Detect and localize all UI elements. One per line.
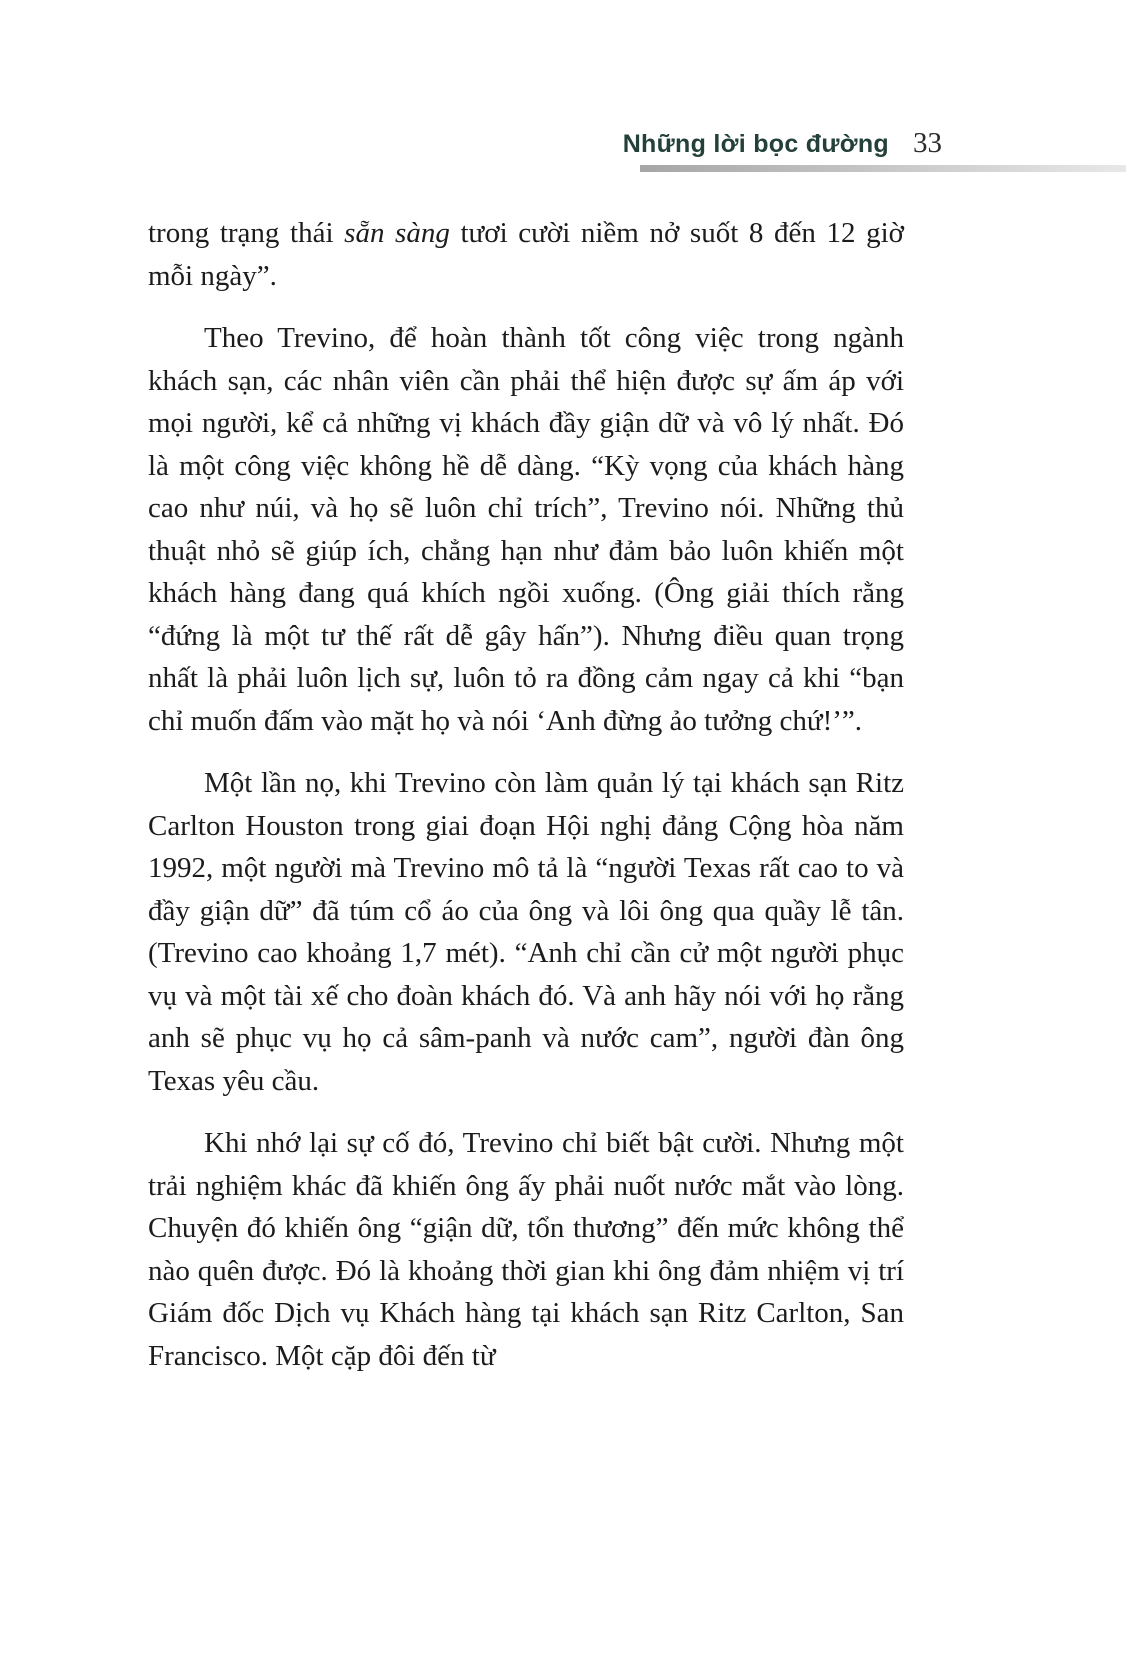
text-segment: tươi cười niềm nở suốt 8 đến 12 giờ mỗi ngày”.: [148, 217, 905, 292]
text-segment: trong trạng thái: [148, 217, 345, 249]
text-segment: Khi nhớ lại sự cố đó, Trevino chỉ biết bật cười. Nhưng một trải nghiệm khác đã khiến ông ấy phải nuốt nước mắt vào lòng. Chuyện đó khiến ông “giận dữ, tổn thương” đến mức không thể nào quên được. Đó là khoảng thời gian khi ông đảm nhiệm vị trí Giám đốc Dịch vụ Khách hàng tại khách sạn Ritz Carlton, San Francisco. Một cặp đôi đến từ: [148, 1127, 904, 1372]
paragraph: [148, 1122, 904, 1377]
paragraph: [148, 212, 904, 297]
text-segment: Một lần nọ, khi Trevino còn làm quản lý tại khách sạn Ritz Carlton Houston trong giai đoạn Hội nghị đảng Cộng hòa năm 1992, một người mà Trevino mô tả là “người Texas rất cao to và đầy giận dữ” đã túm cổ áo của ông và lôi ông qua quầy lễ tân. (Trevino cao khoảng 1,7 mét). “Anh chỉ cần cử một người phục vụ và một tài xế cho đoàn khách đó. Và anh hãy nói với họ rằng anh sẽ phục vụ họ cả sâm-panh và nước cam”, người đàn ông Texas yêu cầu.: [148, 767, 904, 1097]
paragraph: [148, 762, 904, 1102]
header-rule: [640, 165, 1126, 172]
running-head: [623, 127, 942, 160]
emphasized-text: sẵn sàng: [344, 217, 450, 249]
page-number: 33: [913, 127, 942, 159]
text-segment: Theo Trevino, để hoàn thành tốt công việc trong ngành khách sạn, các nhân viên cần phải thể hiện được sự ấm áp với mọi người, kể cả những vị khách đầy giận dữ và vô lý nhất. Đó là một công việc không hề dễ dàng. “Kỳ vọng của khách hàng cao như núi, và họ sẽ luôn chỉ trích”, Trevino nói. Những thủ thuật nhỏ sẽ giúp ích, chẳng hạn như đảm bảo luôn khiến một khách hàng đang quá khích ngồi xuống. (Ông giải thích rằng “đứng là một tư thế rất dễ gây hấn”). Nhưng điều quan trọng nhất là phải luôn lịch sự, luôn tỏ ra đồng cảm ngay cả khi “bạn chỉ muốn đấm vào mặt họ và nói ‘Anh đừng ảo tưởng chứ!’”.: [148, 322, 904, 737]
chapter-title: Những lời bọc đường: [622, 130, 889, 158]
body-text: [148, 212, 904, 1397]
paragraph: [148, 317, 904, 742]
